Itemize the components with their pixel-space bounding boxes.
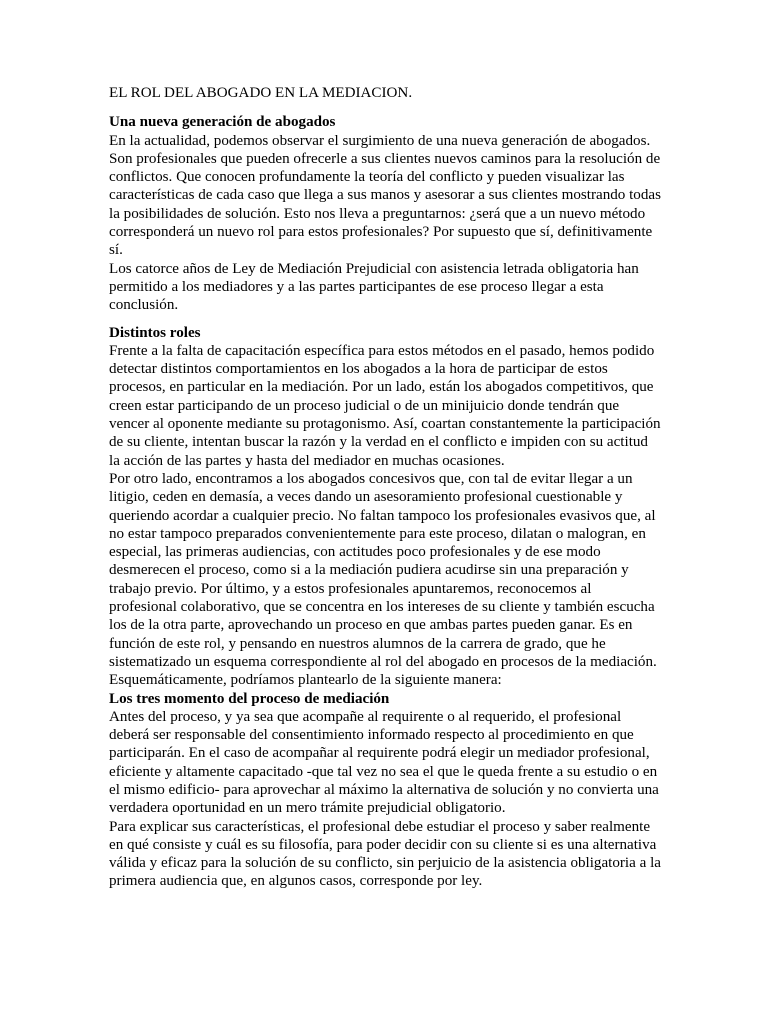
paragraph: Antes del proceso, y ya sea que acompañe al requirente o al requerido, el profesional deberá ser responsable del consentimiento informado respecto al procedimiento en que participarán. En el caso de acompañar al requirente podrá elegir un mediador profesional, eficiente y altamente capacitado -que tal vez no sea el que le queda frente a su estudio o en el mismo edificio- para aprovechar al máximo la alternativa de solución y no convierta una verdadera oportunidad en un mero trámite prejudicial obligatorio. bbox=[109, 708, 659, 817]
paragraph: Frente a la falta de capacitación específica para estos métodos en el pasado, hemos podido detectar distintos comportamientos en los abogados a la hora de participar de estos procesos, en particular en la mediación. Por un lado, están los abogados competitivos, que creen estar participando de un proceso judicial o de un minijuicio donde tendrán que vencer al oponente mediante su protagonismo. Así, coartan constantemente la participación de su cliente, intentan buscar la razón y la verdad en el conflicto e impiden con su actitud la acción de las partes y hasta del mediador en muchas ocasiones. bbox=[109, 342, 661, 469]
section-heading: Distintos roles bbox=[109, 324, 201, 341]
document-page bbox=[109, 84, 661, 891]
section-distintos-roles bbox=[109, 324, 661, 690]
paragraph: Esquemáticamente, podríamos plantearlo de la siguiente manera: bbox=[109, 672, 502, 689]
paragraph: Para explicar sus características, el profesional debe estudiar el proceso y saber realmente en qué consiste y cuál es su filosofía, para poder decidir con su cliente si es una alternativa válida y eficaz para la solución de su conflicto, sin perjuicio de la asistencia obligatoria a la primera audiencia que, en algunos casos, corresponde por ley. bbox=[109, 818, 661, 890]
paragraph: Por otro lado, encontramos a los abogados concesivos que, con tal de evitar llegar a un litigio, ceden en demasía, a veces dando un asesoramiento profesional cuestionable y queriendo acordar a cualquier precio. No faltan tampoco los profesionales evasivos que, al no estar tampoco preparados convenientemente para este proceso, dilatan o malogran, en especial, las primeras audiencias, con actitudes poco profesionales y de ese modo desmerecen el proceso, como si a la mediación pudiera acudirse sin una preparación y trabajo previo. Por último, y a estos profesionales apuntaremos, reconocemos al profesional colaborativo, que se concentra en los intereses de su cliente y también escucha los de la otra parte, aprovechando un proceso en que ambas partes pueden ganar. Es en función de este rol, y pensando en nuestros alumnos de la carrera de grado, que he sistematizado un esquema correspondiente al rol del abogado en procesos de la mediación. bbox=[109, 470, 657, 670]
paragraph: Los catorce años de Ley de Mediación Prejudicial con asistencia letrada obligatoria han permitido a los mediadores y a las partes participantes de ese proceso llegar a esta conclusión. bbox=[109, 260, 639, 314]
section-nueva-generacion bbox=[109, 113, 661, 314]
paragraph: En la actualidad, podemos observar el surgimiento de una nueva generación de abogados. Son profesionales que pueden ofrecerle a sus clientes nuevos caminos para la resolución de conflictos. Que conocen profundamente la teoría del conflicto y pueden visualizar las características de cada caso que llega a sus manos y asesorar a sus clientes mostrando todas la posibilidades de solución. Esto nos lleva a preguntarnos: ¿será que a un nuevo método corresponderá un nuevo rol para estos profesionales? Por supuesto que sí, definitivamente sí. bbox=[109, 132, 661, 259]
section-tres-momentos bbox=[109, 690, 661, 891]
section-heading: Una nueva generación de abogados bbox=[109, 114, 336, 131]
document-title: EL ROL DEL ABOGADO EN LA MEDIACION. bbox=[109, 85, 413, 101]
section-heading: Los tres momento del proceso de mediación bbox=[109, 690, 390, 707]
